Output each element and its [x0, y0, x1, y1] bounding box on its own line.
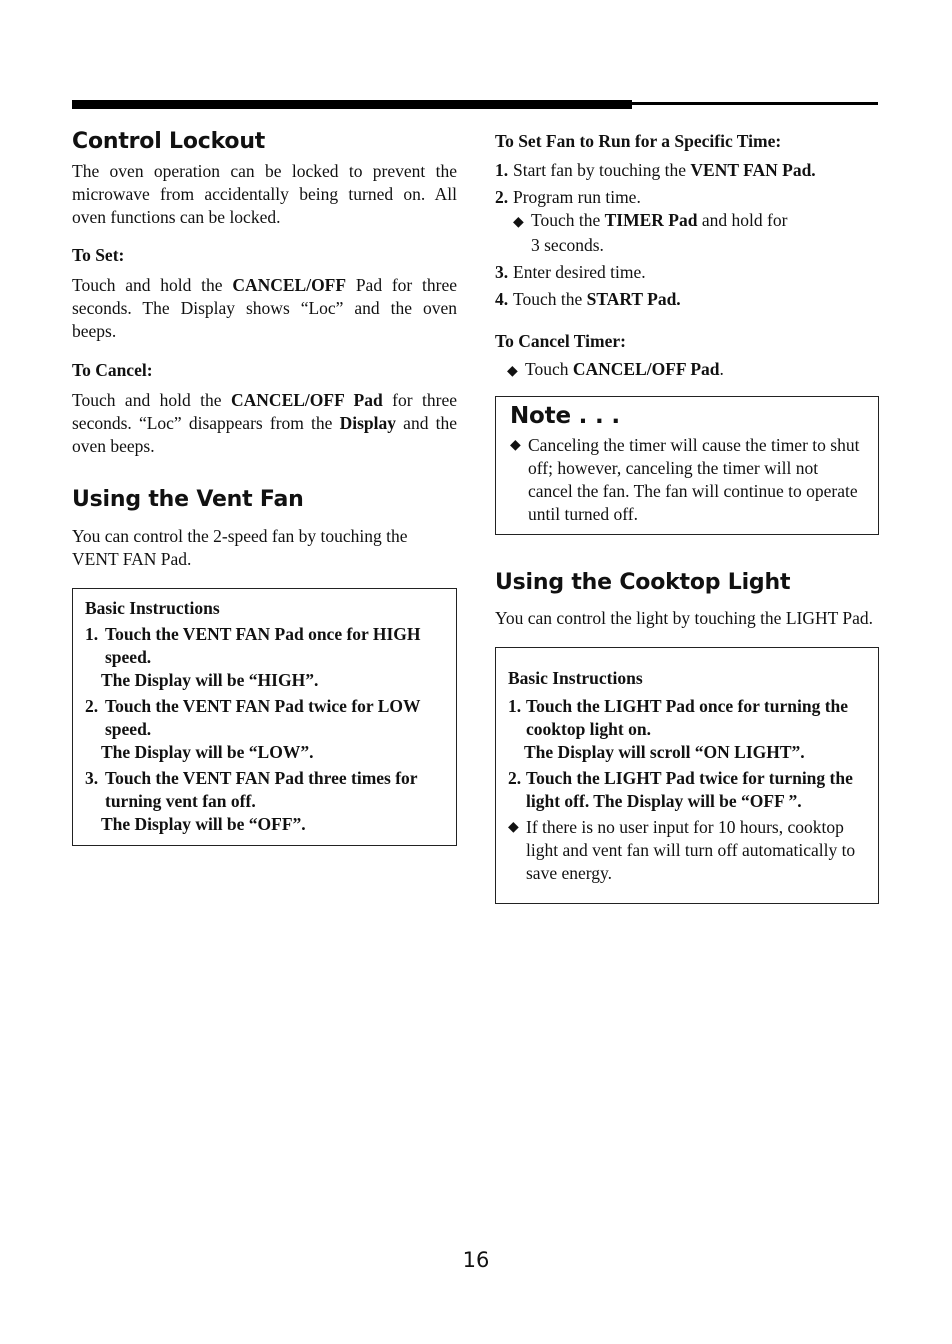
vent-fan-item: 1. Touch the VENT FAN Pad once for HIGH speed. The Display will be “HIGH”.: [85, 624, 421, 690]
diamond-bullet-icon: ◆: [507, 363, 518, 379]
to-cancel-heading: To Cancel:: [72, 360, 153, 380]
diamond-bullet-icon: ◆: [508, 819, 519, 835]
header-rule-thick: [72, 100, 632, 109]
control-lockout-intro: The oven operation can be locked to prevent the microwave from accidentally being turned on. All oven functions can be locked.: [72, 161, 457, 227]
vent-fan-item: 3. Touch the VENT FAN Pad three times for turning vent fan off. The Display will be “OFF”.: [85, 768, 418, 834]
note-heading: Note . . .: [510, 403, 620, 429]
vent-fan-heading: Using the Vent Fan: [72, 487, 304, 512]
header-rule-thin: [632, 102, 878, 105]
cooktop-light-box-title: Basic Instructions: [508, 668, 643, 688]
fan-timer-heading: To Set Fan to Run for a Specific Time:: [495, 131, 782, 151]
left-column: [72, 128, 457, 846]
cooktop-light-bullet: ◆ If there is no user input for 10 hours, cooktop light and vent fan will turn off automatically to save energy.: [508, 817, 856, 883]
note-box: [495, 396, 879, 535]
to-cancel-text: Touch and hold the CANCEL/OFF Pad for three seconds. “Loc” disappears from the Display and the oven beeps.: [72, 390, 457, 456]
vent-fan-intro: You can control the 2-speed fan by touching the VENT FAN Pad.: [72, 526, 408, 569]
to-set-heading: To Set:: [72, 245, 125, 265]
cooktop-light-heading: Using the Cooktop Light: [495, 570, 791, 595]
vent-fan-item: 2. Touch the VENT FAN Pad twice for LOW speed. The Display will be “LOW”.: [85, 696, 421, 762]
diamond-bullet-icon: ◆: [510, 437, 521, 453]
fan-timer-step: 4. Touch the START Pad.: [495, 289, 681, 309]
vent-fan-box-title: Basic Instructions: [85, 598, 220, 618]
cancel-timer-step: ◆ Touch CANCEL/OFF Pad.: [495, 358, 879, 383]
fan-timer-substep: ◆ Touch the TIMER Pad and hold for 3 seconds.: [513, 210, 788, 255]
page-number: 16: [462, 1248, 490, 1272]
to-set-text: Touch and hold the CANCEL/OFF Pad for three seconds. The Display shows “Loc” and the oven beeps.: [72, 275, 457, 341]
vent-fan-instructions-box: [72, 588, 457, 846]
diamond-bullet-icon: ◆: [513, 214, 524, 230]
cancel-timer-heading: To Cancel Timer:: [495, 331, 626, 351]
cooktop-light-intro: You can control the light by touching the LIGHT Pad.: [495, 608, 873, 628]
fan-timer-step: 3. Enter desired time.: [495, 262, 646, 282]
control-lockout-heading: Control Lockout: [72, 129, 266, 154]
cooktop-light-item: 2. Touch the LIGHT Pad twice for turning the light off. The Display will be “OFF ”.: [508, 768, 853, 811]
cooktop-light-instructions-box: [495, 647, 879, 904]
note-item: ◆ Canceling the timer will cause the timer to shut off; however, canceling the timer will not cancel the fan. The fan will continue to operate until turned off.: [510, 435, 860, 524]
fan-timer-step: 1. Start fan by touching the VENT FAN Pad.: [495, 160, 816, 180]
right-column: [495, 128, 879, 904]
cooktop-light-item: 1. Touch the LIGHT Pad once for turning the cooktop light on. The Display will scroll “ON LIGHT”.: [508, 696, 849, 762]
fan-timer-step: 2. Program run time.: [495, 187, 641, 207]
